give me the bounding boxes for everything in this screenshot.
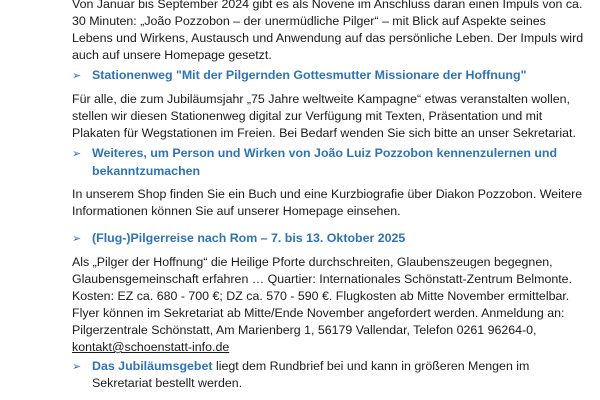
intro-paragraph: [72, 0, 584, 64]
text-line: Als „Pilger der Hoffnung“ die Heilige Pforte durchschreiten, Glaubenszeugen begegnen,: [72, 255, 553, 269]
bullet-arrow-icon: ➢: [72, 70, 82, 82]
text-line: stellen wir diesen Stationenweg digital zur Verfügung mit Texten, Präsentation und mit: [72, 109, 543, 123]
text-line: 30 Minuten: „João Pozzobon – der unermüdliche Pilger“ – mit Blick auf Aspekte seines: [72, 14, 546, 28]
bullet-arrow-icon: ➢: [72, 233, 82, 245]
jubilaeumsgebet-paragraph: [72, 358, 572, 392]
bullet-arrow-icon: ➢: [72, 361, 82, 373]
text-fragment: liegt dem Rundbrief bei und kann in größeren Mengen im: [212, 359, 530, 373]
text-line: Informationen können Sie auf unserer Homepage einsehen.: [72, 204, 401, 218]
section-heading-weiteres: [72, 145, 572, 180]
heading-text: (Flug-)Pilgerreise nach Rom – 7. bis 13. Oktober 2025: [92, 231, 406, 245]
contact-email-link[interactable]: kontakt@schoenstatt-info.de: [72, 340, 230, 354]
text-line: Flyer können im Sekretariat ab Mitte/Ende November angefordert werden. Anmeldung an:: [72, 306, 565, 320]
text-line: In unserem Shop finden Sie ein Buch und eine Kurzbiografie über Diakon Pozzobon. Weitere: [72, 187, 583, 201]
section-paragraph-pilgerreise: [72, 254, 572, 356]
heading-text: Weiteres, um Person und Wirken von João Luiz Pozzobon kennenzulernen und: [92, 146, 558, 160]
section-heading-pilgerreise: [72, 230, 572, 248]
section-heading-stationenweg: [72, 67, 572, 85]
text-line: auch auf unsere Homepage gesetzt.: [72, 48, 272, 62]
bullet-arrow-icon: ➢: [72, 148, 82, 160]
jubilaeumsgebet-title: Das Jubiläumsgebet: [92, 359, 213, 373]
heading-text: bekanntzumachen: [92, 164, 201, 178]
section-paragraph-stationenweg: [72, 91, 576, 142]
text-line: Sekretariat bestellt werden.: [92, 376, 243, 390]
text-line: Lebens und Wirkens, Austausch und Anwendung auf das persönliche Leben. Der Impuls wird: [72, 31, 584, 45]
text-line: Von Januar bis September 2024 gibt es als Novene im Anschluss daran einen Impuls von ca.: [72, 0, 583, 11]
text-line: Kosten: EZ ca. 680 - 700 €; DZ ca. 570 - 590 €. Flugkosten ab Mitte November ermittelbar.: [72, 289, 570, 303]
section-paragraph-weiteres: [72, 186, 583, 220]
text-line: Pilgerzentrale Schönstatt, Am Marienberg 1, 56179 Vallendar, Telefon 0261 96264-0,: [72, 323, 537, 337]
heading-text: Stationenweg "Mit der Pilgernden Gottesmutter Missionare der Hoffnung": [92, 68, 527, 82]
text-line: Glaubensgemeinschaft erfahren … Quartier: Internationales Schönstatt-Zentrum Belmonte.: [72, 272, 573, 286]
text-line: Für alle, die zum Jubiläumsjahr „75 Jahre weltweite Kampagne“ etwas veranstalten wollen,: [72, 92, 570, 106]
text-line: Plakaten für Wegstationen im Freien. Bei Bedarf wenden Sie sich bitte an unser Sekretariat.: [72, 126, 576, 140]
